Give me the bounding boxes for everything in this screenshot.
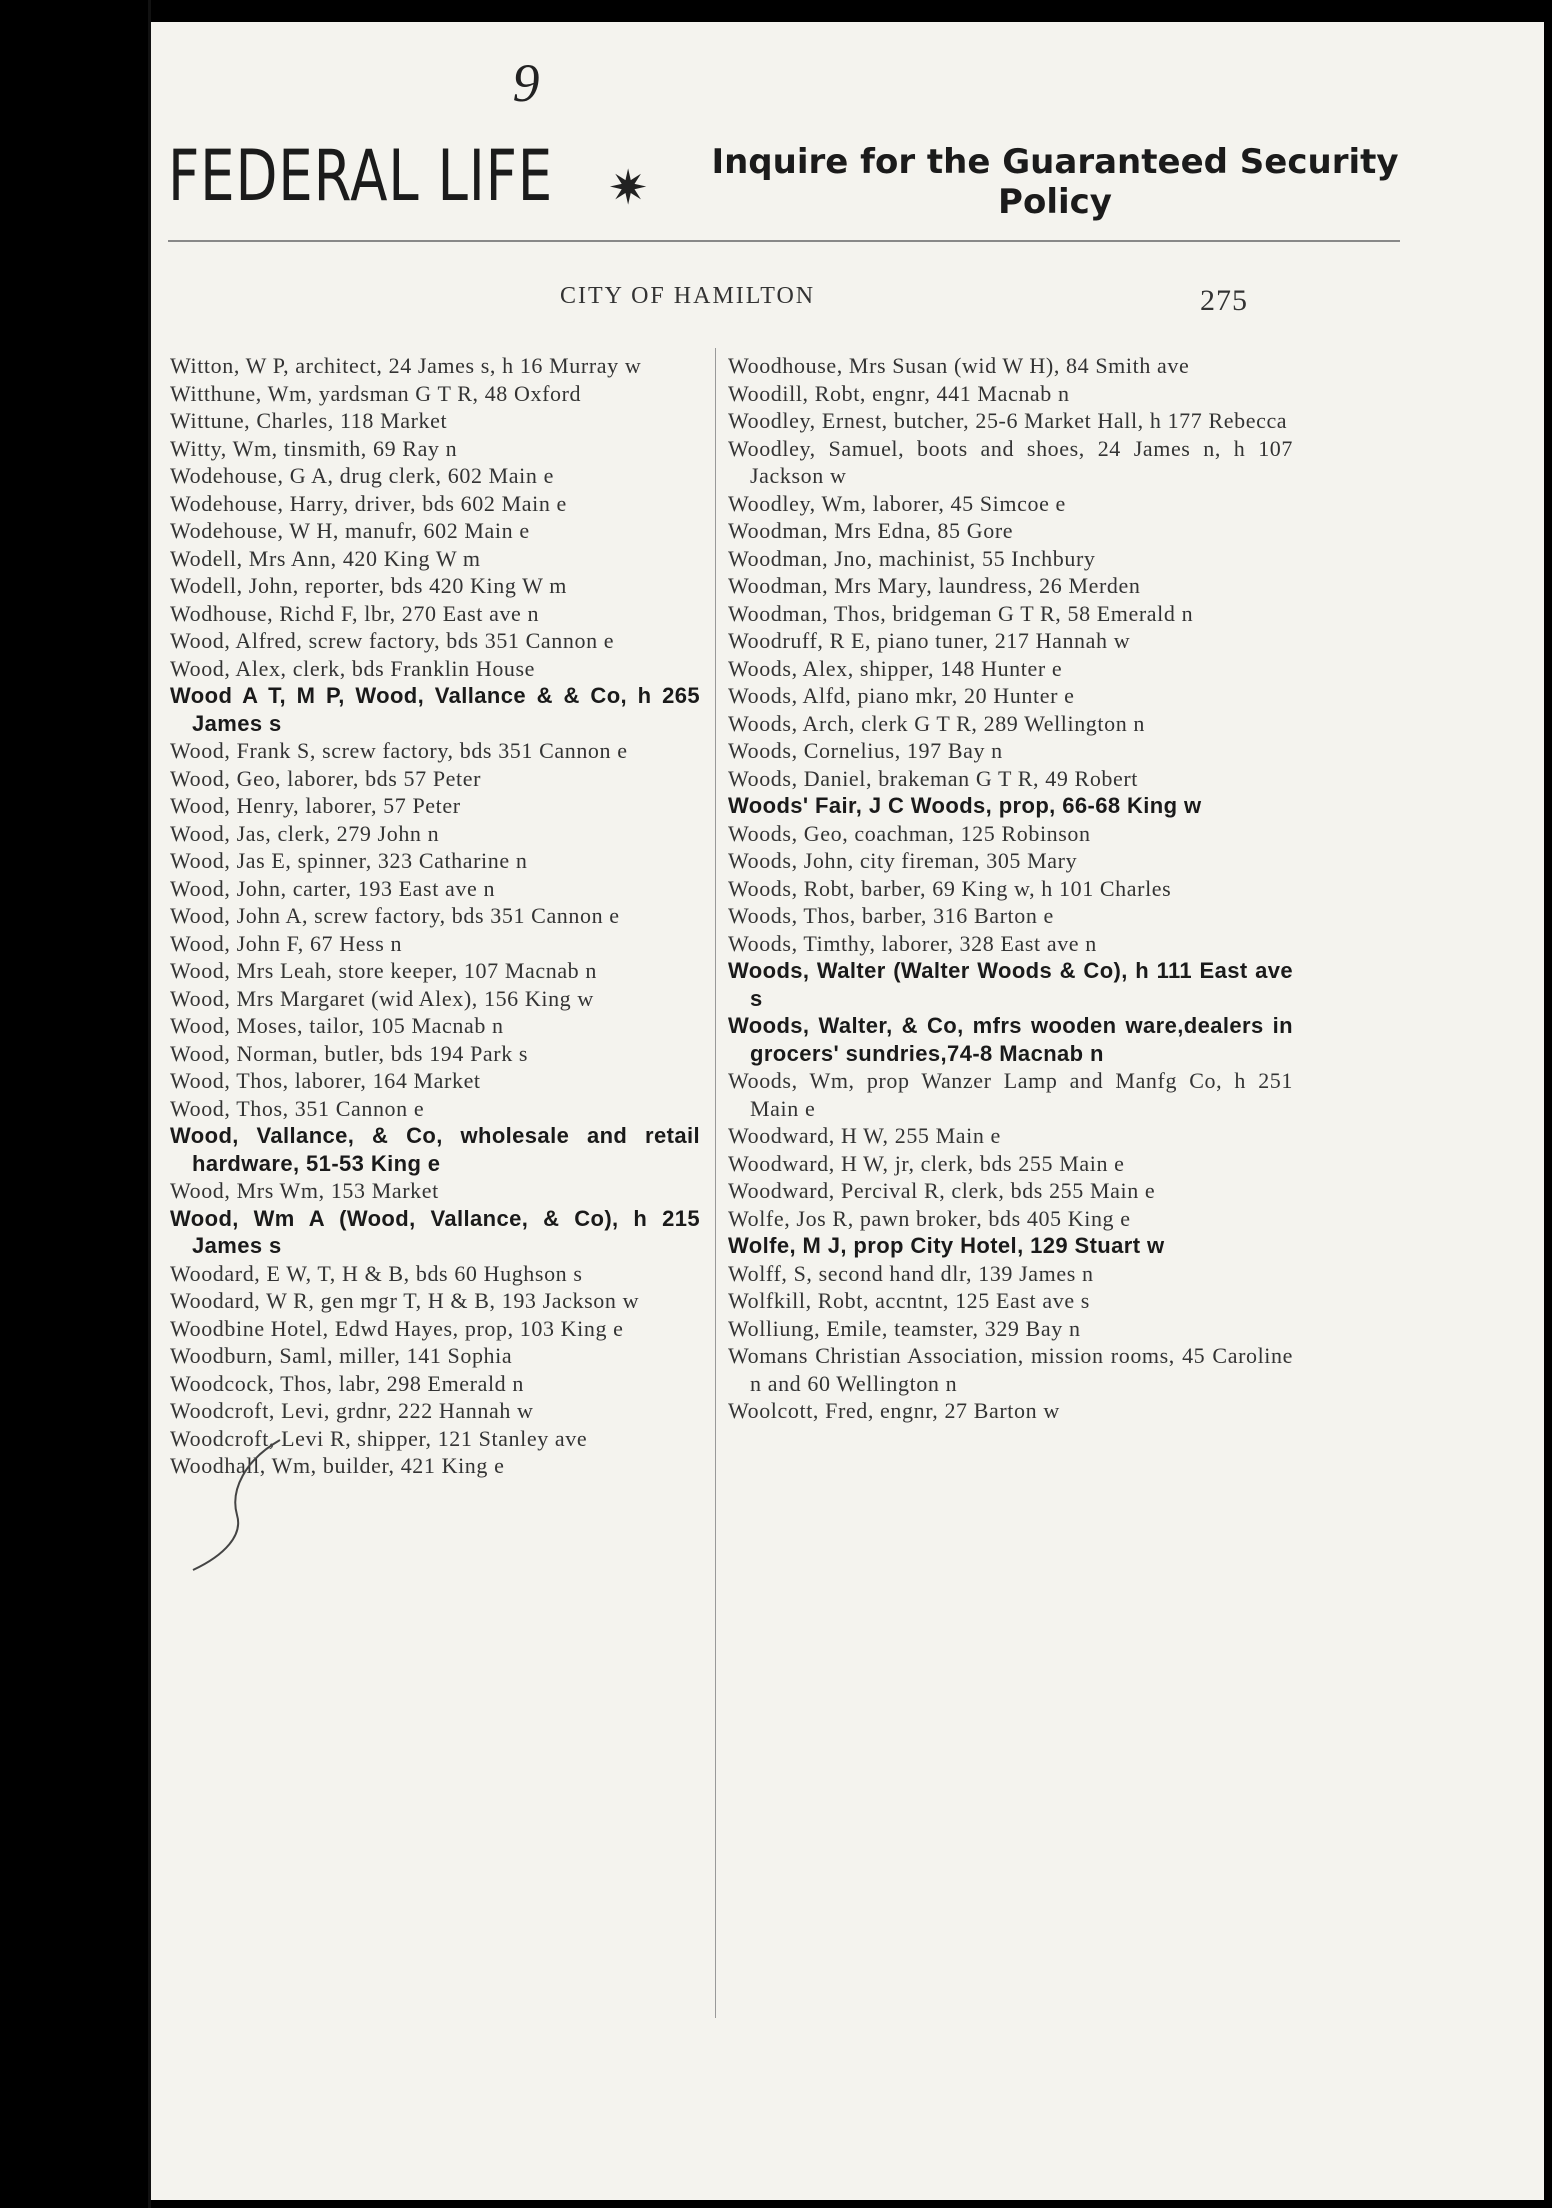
directory-entry: Woodman, Mrs Edna, 85 Gore — [728, 518, 1014, 543]
directory-entry: Woodcroft, Levi, grdnr, 222 Hannah w — [170, 1398, 534, 1423]
directory-entry: Wood, Moses, tailor, 105 Macnab n — [170, 1013, 504, 1038]
directory-entry: Woodard, E W, T, H & B, bds 60 Hughson s — [170, 1260, 583, 1286]
directory-entry: Woods, Walter (Walter Woods & Co), h 111 East ave s — [728, 958, 1293, 1011]
directory-entry: Wolliung, Emile, teamster, 329 Bay n — [728, 1315, 1081, 1341]
directory-entry: Witthune, Wm, yardsman G T R, 48 Oxford — [170, 380, 582, 406]
directory-entry: Woods, Thos, barber, 316 Barton e — [728, 903, 1054, 928]
directory-entry: Woods, Alex, shipper, 148 Hunter e — [728, 655, 1063, 681]
page-number: 275 — [1200, 284, 1248, 317]
directory-entry: Wood, Wm A (Wood, Vallance, & Co), h 215 James s — [170, 1205, 700, 1258]
left-column — [170, 352, 700, 1480]
directory-entry: Wodell, John, reporter, bds 420 King W m — [170, 573, 567, 598]
directory-entry: Woods, John, city fireman, 305 Mary — [728, 848, 1078, 873]
directory-entry: Wittune, Charles, 118 Market — [170, 408, 448, 433]
directory-entry: Wood, Alex, clerk, bds Franklin House — [170, 655, 536, 681]
directory-entry: Wood, Mrs Margaret (wid Alex), 156 King w — [170, 985, 594, 1011]
directory-entry: Wolfe, Jos R, pawn broker, bds 405 King e — [728, 1205, 1131, 1231]
directory-entry: Wood A T, M P, Wood, Vallance & & Co, h 265 James s — [170, 683, 700, 736]
directory-entry: Woods, Wm, prop Wanzer Lamp and Manfg Co, h 251 Main e — [728, 1068, 1293, 1121]
directory-entry: Wood, Thos, 351 Cannon e — [170, 1095, 425, 1121]
directory-entry: Wood, John, carter, 193 East ave n — [170, 875, 496, 901]
directory-entry: Wodell, Mrs Ann, 420 King W m — [170, 545, 481, 571]
directory-entry: Woodcroft, Levi R, shipper, 121 Stanley ave — [170, 1425, 588, 1451]
directory-entry: Woods, Walter, & Co, mfrs wooden ware,dealers in grocers' sundries,74-8 Macnab n — [728, 1013, 1293, 1066]
directory-entry: Woodman, Mrs Mary, laundress, 26 Merden — [728, 573, 1141, 598]
directory-entry: Woods, Geo, coachman, 125 Robinson — [728, 820, 1091, 846]
column-divider — [715, 348, 716, 2018]
directory-entry: Woolcott, Fred, engnr, 27 Barton w — [728, 1398, 1060, 1423]
running-head: CITY OF HAMILTON — [560, 283, 816, 309]
advert-brand: FEDERAL LIFE — [168, 135, 554, 217]
directory-entry: Woods, Alfd, piano mkr, 20 Hunter e — [728, 683, 1075, 708]
directory-entry: Wood, Mrs Wm, 153 Market — [170, 1178, 439, 1203]
directory-entry: Woods, Cornelius, 197 Bay n — [728, 738, 1003, 763]
directory-entry: Woods, Robt, barber, 69 King w, h 101 Charles — [728, 875, 1172, 901]
page-edge — [148, 0, 151, 2208]
directory-entry: Woods, Daniel, brakeman G T R, 49 Robert — [728, 765, 1139, 791]
directory-entry: Wood, Thos, laborer, 164 Market — [170, 1068, 481, 1093]
directory-entry: Wood, Mrs Leah, store keeper, 107 Macnab n — [170, 958, 597, 983]
directory-entry: Woodbine Hotel, Edwd Hayes, prop, 103 King e — [170, 1315, 624, 1341]
directory-entry: Woods' Fair, J C Woods, prop, 66-68 King w — [728, 793, 1202, 818]
directory-entry: Wolfkill, Robt, accntnt, 125 East ave s — [728, 1288, 1090, 1313]
directory-entry: Wood, John F, 67 Hess n — [170, 930, 403, 956]
directory-entry: Wood, Alfred, screw factory, bds 351 Cannon e — [170, 628, 615, 653]
directory-entry: Woodhall, Wm, builder, 421 King e — [170, 1453, 505, 1478]
directory-entry: Wolfe, M J, prop City Hotel, 129 Stuart w — [728, 1233, 1165, 1258]
directory-entry: Wood, Jas, clerk, 279 John n — [170, 820, 440, 846]
directory-entry: Woodhouse, Mrs Susan (wid W H), 84 Smith ave — [728, 353, 1190, 378]
directory-entry: Woodley, Ernest, butcher, 25-6 Market Hall, h 177 Rebecca — [728, 408, 1288, 433]
directory-entry: Wood, Norman, butler, bds 194 Park s — [170, 1040, 529, 1066]
directory-entry: Woodley, Samuel, boots and shoes, 24 James n, h 107 Jackson w — [728, 435, 1293, 488]
directory-entry: Wodhouse, Richd F, lbr, 270 East ave n — [170, 600, 540, 626]
advert-tagline: Inquire for the Guaranteed Security Policy — [711, 142, 1399, 222]
directory-entry: Woods, Timthy, laborer, 328 East ave n — [728, 930, 1097, 956]
directory-entry: Wood, John A, screw factory, bds 351 Cannon e — [170, 903, 620, 928]
directory-entry: Woodruff, R E, piano tuner, 217 Hannah w — [728, 628, 1131, 653]
directory-entry: Wodehouse, W H, manufr, 602 Main e — [170, 518, 530, 543]
directory-entry: Woodcock, Thos, labr, 298 Emerald n — [170, 1370, 524, 1396]
right-column — [728, 352, 1293, 1425]
directory-entry: Wood, Jas E, spinner, 323 Catharine n — [170, 848, 528, 873]
pencil-annotation-mark — [185, 1430, 295, 1580]
directory-entry: Woodburn, Saml, miller, 141 Sophia — [170, 1343, 513, 1368]
directory-entry: Woodard, W R, gen mgr T, H & B, 193 Jackson w — [170, 1288, 640, 1313]
directory-entry: Woodman, Thos, bridgeman G T R, 58 Emerald n — [728, 600, 1194, 626]
directory-entry: Wolff, S, second hand dlr, 139 James n — [728, 1260, 1094, 1286]
handwritten-page-mark: 9 — [512, 53, 540, 113]
directory-entry: Woodward, H W, 255 Main e — [728, 1123, 1001, 1148]
directory-entry: Witty, Wm, tinsmith, 69 Ray n — [170, 435, 458, 461]
directory-entry: Wood, Henry, laborer, 57 Peter — [170, 793, 461, 818]
directory-entry: Wood, Geo, laborer, bds 57 Peter — [170, 765, 482, 791]
directory-entry: Wodehouse, G A, drug clerk, 602 Main e — [170, 463, 554, 488]
directory-entry: Woodill, Robt, engnr, 441 Macnab n — [728, 380, 1070, 406]
directory-entry: Woodman, Jno, machinist, 55 Inchbury — [728, 545, 1096, 571]
directory-entry: Wodehouse, Harry, driver, bds 602 Main e — [170, 490, 567, 516]
directory-entry: Woods, Arch, clerk G T R, 289 Wellington n — [728, 710, 1146, 736]
directory-entry: Woodley, Wm, laborer, 45 Simcoe e — [728, 490, 1066, 516]
directory-entry: Womans Christian Association, mission rooms, 45 Caroline n and 60 Wellington n — [728, 1343, 1293, 1396]
directory-entry: Witton, W P, architect, 24 James s, h 16 Murray w — [170, 353, 642, 378]
advert-divider — [168, 240, 1400, 242]
directory-entry: Wood, Frank S, screw factory, bds 351 Cannon e — [170, 738, 628, 763]
advert-star-icon: ✷ — [608, 160, 649, 216]
directory-entry: Woodward, H W, jr, clerk, bds 255 Main e — [728, 1150, 1125, 1176]
directory-entry: Woodward, Percival R, clerk, bds 255 Main e — [728, 1178, 1156, 1203]
directory-entry: Wood, Vallance, & Co, wholesale and retail hardware, 51-53 King e — [170, 1123, 700, 1176]
